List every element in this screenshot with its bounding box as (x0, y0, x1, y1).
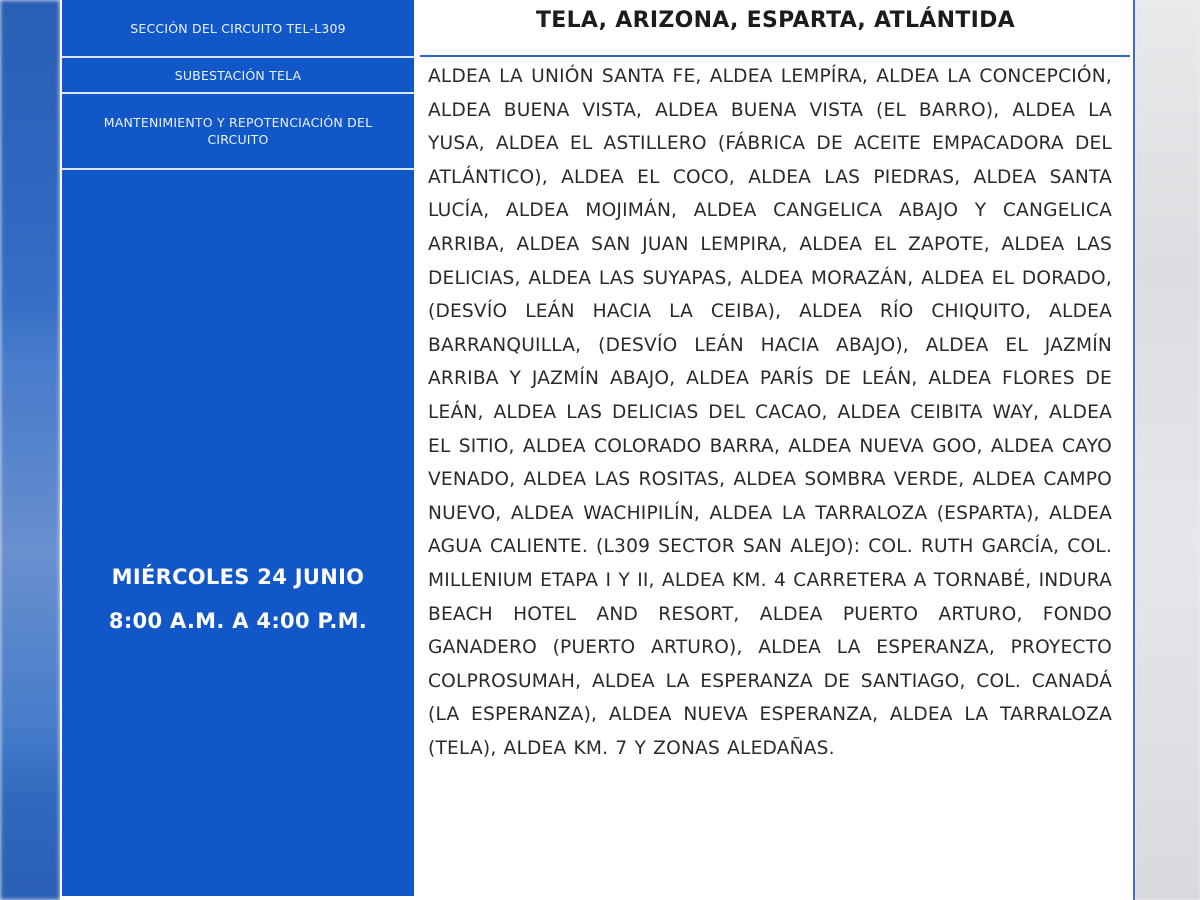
work-type-label: MANTENIMIENTO Y REPOTENCIACIÓN DEL CIRCUITO (103, 115, 373, 147)
substation-label: SUBESTACIÓN TELA (174, 67, 302, 83)
schedule-block (62, 555, 414, 643)
divider (62, 168, 414, 170)
blurred-background-left (0, 0, 60, 900)
affected-areas-panel (416, 0, 1135, 900)
title-underline (420, 55, 1130, 57)
blurred-background-right (1135, 0, 1200, 900)
place-title: TELA, ARIZONA, ESPARTA, ATLÁNTIDA (535, 8, 1016, 33)
schedule-time: 8:00 A.M. A 4:00 P.M. (108, 609, 368, 633)
schedule-date: MIÉRCOLES 24 JUNIO (111, 565, 365, 589)
circuit-section-label: SECCIÓN DEL CIRCUITO TEL-L309 (130, 20, 346, 36)
schedule-panel (62, 0, 414, 896)
outage-notice-table (60, 0, 1135, 900)
affected-areas-text: ALDEA LA UNIÓN SANTA FE, ALDEA LEMPÍRA, ALDEA LA CONCEPCIÓN, ALDEA BUENA VISTA, ALDEA BUENA VISTA (EL BARRO), ALDEA LA YUSA, ALDEA EL ASTILLERO (FÁBRICA DE ACEITE EMPACADORA DEL ATLÁNTICO), ALDEA EL COCO, ALDEA LAS PIEDRAS, ALDEA SANTA LUCÍA, ALDEA MOJIMÁN, ALDEA CANGELICA ABAJO Y CANGELICA ARRIBA, ALDEA SAN JUAN LEMPIRA, ALDEA EL ZAPOTE, ALDEA LAS DELICIAS, ALDEA LAS SUYAPAS, ALDEA MORAZÁN, ALDEA EL DORADO, (DESVÍO LEÁN HACIA LA CEIBA), ALDEA RÍO CHIQUITO, ALDEA BARRANQUILLA, (DESVÍO LEÁN HACIA ABAJO), ALDEA EL JAZMÍN ARRIBA Y JAZMÍN ABAJO, ALDEA PARÍS DE LEÁN, ALDEA FLORES DE LEÁN, ALDEA LAS DELICIAS DEL CACAO, ALDEA CEIBITA WAY, ALDEA EL SITIO, ALDEA COLORADO BARRA, ALDEA NUEVA GOO, ALDEA CAYO VENADO, ALDEA LAS ROSITAS, ALDEA SOMBRA VERDE, ALDEA CAMPO NUEVO, ALDEA WACHIPILÍN, ALDEA LA TARRALOZA (ESPARTA), ALDEA AGUA CALIENTE. (L309 SECTOR SAN ALEJO): COL. RUTH GARCÍA, COL. MILLENIUM ETAPA I Y II, ALDEA KM. 4 CARRETERA A TORNABÉ, INDURA BEACH HOTEL AND RESORT, ALDEA PUERTO ARTURO, FONDO GANADERO (PUERTO ARTURO), ALDEA LA ESPERANZA, PROYECTO COLPROSUMAH, ALDEA LA ESPERANZA DE SANTIAGO, COL. CANADÁ (LA ESPERANZA), ALDEA NUEVA ESPERANZA, ALDEA LA TARRALOZA (TELA), ALDEA KM. 7 Y ZONAS ALEDAÑAS. (428, 66, 1112, 759)
table-border-right (1133, 0, 1135, 900)
